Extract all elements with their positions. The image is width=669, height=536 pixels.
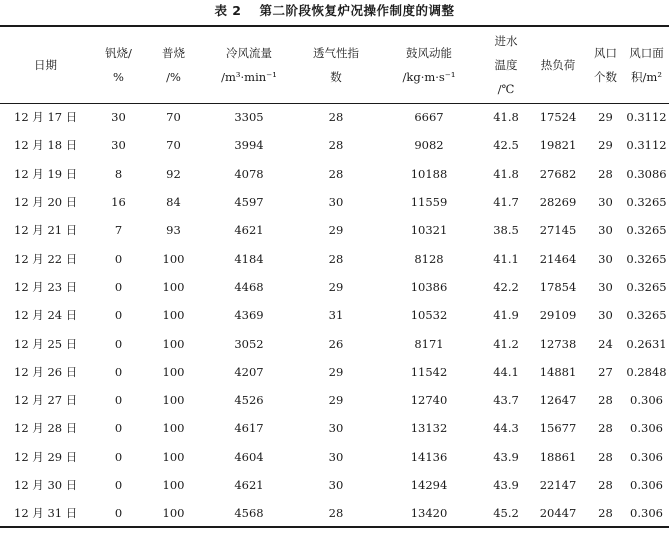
cell-inlet-water-temp: 43.7 <box>493 393 519 408</box>
cell-tuyere-count: 24 <box>598 336 613 351</box>
cell-inlet-water-temp: 41.2 <box>493 336 519 351</box>
table-row <box>0 131 669 159</box>
cell-vanadium-sinter: 16 <box>111 195 126 210</box>
header-tuyere-area: 风口面 积/m² <box>624 26 669 103</box>
cell-tuyere-count: 29 <box>598 138 613 153</box>
cell-ordinary-sinter: 70 <box>166 138 181 153</box>
cell-vanadium-sinter: 0 <box>114 421 123 436</box>
table-row <box>0 160 669 188</box>
cell-cold-blast-flow: 4468 <box>234 279 264 294</box>
cell-inlet-water-temp: 41.8 <box>493 166 519 181</box>
cell-tuyere-count: 30 <box>598 195 613 210</box>
cell-tuyere-area: 0.306 <box>630 449 663 464</box>
cell-heat-load: 18861 <box>539 449 577 464</box>
cell-ordinary-sinter: 100 <box>162 364 185 379</box>
cell-tuyere-count: 28 <box>598 449 613 464</box>
cell-permeability-index: 30 <box>328 478 344 492</box>
table-caption <box>0 3 669 19</box>
cell-permeability-index: 26 <box>328 336 344 351</box>
cell-ordinary-sinter: 100 <box>162 478 185 492</box>
cell-tuyere-count: 30 <box>598 279 613 294</box>
cell-tuyere-count: 28 <box>598 393 613 408</box>
table-row <box>0 329 669 357</box>
cell-blast-kinetic-energy: 11559 <box>410 195 448 210</box>
cell-heat-load: 19821 <box>539 138 577 153</box>
cell-heat-load: 28269 <box>539 195 577 210</box>
cell-permeability-index: 29 <box>328 223 344 238</box>
cell-blast-kinetic-energy: 13132 <box>410 421 448 436</box>
cell-inlet-water-temp: 41.7 <box>493 195 519 210</box>
cell-ordinary-sinter: 100 <box>146 499 201 527</box>
table-body <box>0 103 669 527</box>
cell-tuyere-count: 27 <box>598 364 613 379</box>
header-ordinary-sinter: 普烧 /% <box>146 26 201 103</box>
header-permeability-index: 透气性指 数 <box>297 26 375 103</box>
cell-blast-kinetic-energy: 12740 <box>410 393 448 408</box>
cell-date: 12 月 20 日 <box>14 195 78 210</box>
cell-heat-load: 14881 <box>539 364 577 379</box>
cell-date: 12 月 22 日 <box>14 251 78 266</box>
cell-permeability-index: 29 <box>328 393 344 408</box>
cell-heat-load: 17524 <box>539 110 577 125</box>
cell-inlet-water-temp: 43.9 <box>493 478 519 492</box>
cell-blast-kinetic-energy: 14294 <box>410 478 448 492</box>
table-row <box>0 216 669 244</box>
header-vanadium-sinter: 钒烧/ % <box>91 26 146 103</box>
operation-regime-table <box>0 25 669 528</box>
cell-cold-blast-flow: 4617 <box>234 421 264 436</box>
cell-inlet-water-temp: 45.2 <box>483 499 529 527</box>
cell-vanadium-sinter: 8 <box>114 166 123 181</box>
cell-permeability-index: 30 <box>328 449 344 464</box>
cell-tuyere-area: 0.306 <box>624 499 669 527</box>
cell-date: 12 月 17 日 <box>14 110 78 125</box>
cell-permeability-index: 28 <box>328 166 344 181</box>
cell-ordinary-sinter: 70 <box>166 110 181 125</box>
cell-vanadium-sinter: 0 <box>114 478 123 492</box>
cell-tuyere-area: 0.3086 <box>626 166 667 181</box>
cell-cold-blast-flow: 4526 <box>234 393 264 408</box>
cell-cold-blast-flow: 4621 <box>234 478 264 492</box>
cell-ordinary-sinter: 100 <box>162 336 185 351</box>
cell-tuyere-area: 0.2631 <box>626 336 667 351</box>
cell-cold-blast-flow: 4621 <box>234 223 264 238</box>
cell-inlet-water-temp: 44.1 <box>493 364 519 379</box>
cell-tuyere-area: 0.3112 <box>626 138 667 153</box>
header-inlet-water-temp: 进水 温度 /℃ <box>483 26 529 103</box>
table-row <box>0 103 669 131</box>
cell-date: 12 月 31 日 <box>0 499 91 527</box>
table-row <box>0 358 669 386</box>
cell-cold-blast-flow: 4369 <box>234 308 264 323</box>
cell-vanadium-sinter: 0 <box>114 251 123 266</box>
cell-tuyere-area: 0.2848 <box>626 364 667 379</box>
header-cold-blast-flow: 冷风流量 /m³·min⁻¹ <box>201 26 297 103</box>
table-row <box>0 386 669 414</box>
table-row <box>0 443 669 471</box>
cell-ordinary-sinter: 100 <box>162 393 185 408</box>
cell-cold-blast-flow: 4568 <box>201 499 297 527</box>
header-tuyere-count: 风口 个数 <box>587 26 624 103</box>
cell-inlet-water-temp: 44.3 <box>493 421 519 436</box>
cell-date: 12 月 29 日 <box>14 449 78 464</box>
cell-ordinary-sinter: 84 <box>166 195 181 210</box>
cell-tuyere-count: 28 <box>598 166 613 181</box>
cell-permeability-index: 28 <box>297 499 375 527</box>
cell-date: 12 月 21 日 <box>14 223 78 238</box>
cell-blast-kinetic-energy: 14136 <box>410 449 448 464</box>
cell-date: 12 月 27 日 <box>14 393 78 408</box>
cell-tuyere-area: 0.306 <box>630 478 663 492</box>
cell-tuyere-area: 0.3265 <box>626 251 667 266</box>
cell-heat-load: 22147 <box>539 478 577 492</box>
header-date: 日期 <box>0 26 91 103</box>
cell-tuyere-count: 30 <box>598 308 613 323</box>
cell-inlet-water-temp: 38.5 <box>493 223 519 238</box>
cell-vanadium-sinter: 0 <box>114 393 123 408</box>
cell-heat-load: 15677 <box>539 421 577 436</box>
cell-inlet-water-temp: 41.1 <box>493 251 519 266</box>
cell-blast-kinetic-energy: 13420 <box>375 499 483 527</box>
cell-date: 12 月 24 日 <box>14 308 78 323</box>
cell-cold-blast-flow: 3305 <box>234 110 264 125</box>
cell-cold-blast-flow: 3994 <box>234 138 264 153</box>
cell-blast-kinetic-energy: 10386 <box>410 279 448 294</box>
cell-heat-load: 20447 <box>529 499 587 527</box>
cell-ordinary-sinter: 92 <box>166 166 181 181</box>
cell-heat-load: 27682 <box>539 166 577 181</box>
cell-tuyere-count: 28 <box>598 478 613 492</box>
cell-tuyere-area: 0.306 <box>630 421 663 436</box>
cell-cold-blast-flow: 4078 <box>234 166 264 181</box>
cell-tuyere-area: 0.306 <box>630 393 663 408</box>
cell-blast-kinetic-energy: 8128 <box>414 251 444 266</box>
cell-inlet-water-temp: 42.5 <box>493 138 519 153</box>
cell-blast-kinetic-energy: 10321 <box>410 223 448 238</box>
table-row <box>0 244 669 272</box>
cell-vanadium-sinter: 30 <box>111 110 126 125</box>
cell-tuyere-count: 30 <box>598 223 613 238</box>
cell-heat-load: 29109 <box>539 308 577 323</box>
cell-date: 12 月 30 日 <box>14 478 78 492</box>
table-row <box>0 273 669 301</box>
table-row <box>0 499 669 527</box>
cell-heat-load: 21464 <box>539 251 577 266</box>
cell-permeability-index: 28 <box>328 138 344 153</box>
cell-date: 12 月 25 日 <box>14 336 78 351</box>
cell-permeability-index: 28 <box>328 110 344 125</box>
table-title: 第二阶段恢复炉况操作制度的调整 <box>259 3 455 18</box>
cell-cold-blast-flow: 4597 <box>234 195 264 210</box>
cell-permeability-index: 28 <box>328 251 344 266</box>
cell-ordinary-sinter: 100 <box>162 279 185 294</box>
cell-ordinary-sinter: 100 <box>162 308 185 323</box>
cell-inlet-water-temp: 41.9 <box>493 308 519 323</box>
cell-inlet-water-temp: 41.8 <box>493 110 519 125</box>
cell-cold-blast-flow: 4184 <box>234 251 264 266</box>
header-row <box>0 26 669 103</box>
cell-vanadium-sinter: 0 <box>91 499 146 527</box>
cell-permeability-index: 30 <box>328 421 344 436</box>
cell-tuyere-area: 0.3265 <box>626 308 667 323</box>
cell-vanadium-sinter: 7 <box>114 223 123 238</box>
table-row <box>0 301 669 329</box>
cell-permeability-index: 29 <box>328 279 344 294</box>
cell-ordinary-sinter: 100 <box>162 421 185 436</box>
cell-tuyere-area: 0.3112 <box>626 110 667 125</box>
cell-heat-load: 12738 <box>539 336 577 351</box>
cell-blast-kinetic-energy: 8171 <box>414 336 444 351</box>
cell-tuyere-count: 29 <box>598 110 613 125</box>
cell-blast-kinetic-energy: 10532 <box>410 308 448 323</box>
cell-date: 12 月 26 日 <box>14 364 78 379</box>
cell-cold-blast-flow: 4604 <box>234 449 264 464</box>
cell-tuyere-area: 0.3265 <box>626 223 667 238</box>
cell-date: 12 月 19 日 <box>14 166 78 181</box>
cell-vanadium-sinter: 0 <box>114 308 123 323</box>
cell-ordinary-sinter: 93 <box>166 223 181 238</box>
cell-cold-blast-flow: 4207 <box>234 364 264 379</box>
cell-permeability-index: 30 <box>328 195 344 210</box>
cell-heat-load: 17854 <box>539 279 577 294</box>
header-heat-load: 热负荷 <box>529 26 587 103</box>
cell-vanadium-sinter: 0 <box>114 364 123 379</box>
cell-ordinary-sinter: 100 <box>162 449 185 464</box>
cell-blast-kinetic-energy: 11542 <box>410 364 448 379</box>
cell-tuyere-area: 0.3265 <box>626 195 667 210</box>
cell-heat-load: 12647 <box>539 393 577 408</box>
cell-date: 12 月 23 日 <box>14 279 78 294</box>
cell-ordinary-sinter: 100 <box>162 251 185 266</box>
cell-blast-kinetic-energy: 6667 <box>414 110 444 125</box>
cell-inlet-water-temp: 43.9 <box>493 449 519 464</box>
cell-vanadium-sinter: 30 <box>111 138 126 153</box>
cell-date: 12 月 18 日 <box>14 138 78 153</box>
cell-date: 12 月 28 日 <box>14 421 78 436</box>
table-row <box>0 188 669 216</box>
cell-heat-load: 27145 <box>539 223 577 238</box>
cell-blast-kinetic-energy: 9082 <box>414 138 444 153</box>
cell-tuyere-count: 30 <box>598 251 613 266</box>
cell-vanadium-sinter: 0 <box>114 279 123 294</box>
table-row <box>0 414 669 442</box>
cell-cold-blast-flow: 3052 <box>234 336 264 351</box>
cell-tuyere-area: 0.3265 <box>626 279 667 294</box>
cell-vanadium-sinter: 0 <box>114 336 123 351</box>
cell-vanadium-sinter: 0 <box>114 449 123 464</box>
table-number: 表 2 <box>214 3 242 18</box>
cell-inlet-water-temp: 42.2 <box>493 279 519 294</box>
cell-blast-kinetic-energy: 10188 <box>410 166 448 181</box>
cell-tuyere-count: 28 <box>587 499 624 527</box>
cell-permeability-index: 29 <box>328 364 344 379</box>
cell-permeability-index: 31 <box>328 308 344 323</box>
header-blast-kinetic-energy: 鼓风动能 /kg·m·s⁻¹ <box>375 26 483 103</box>
cell-tuyere-count: 28 <box>598 421 613 436</box>
table-row <box>0 471 669 499</box>
